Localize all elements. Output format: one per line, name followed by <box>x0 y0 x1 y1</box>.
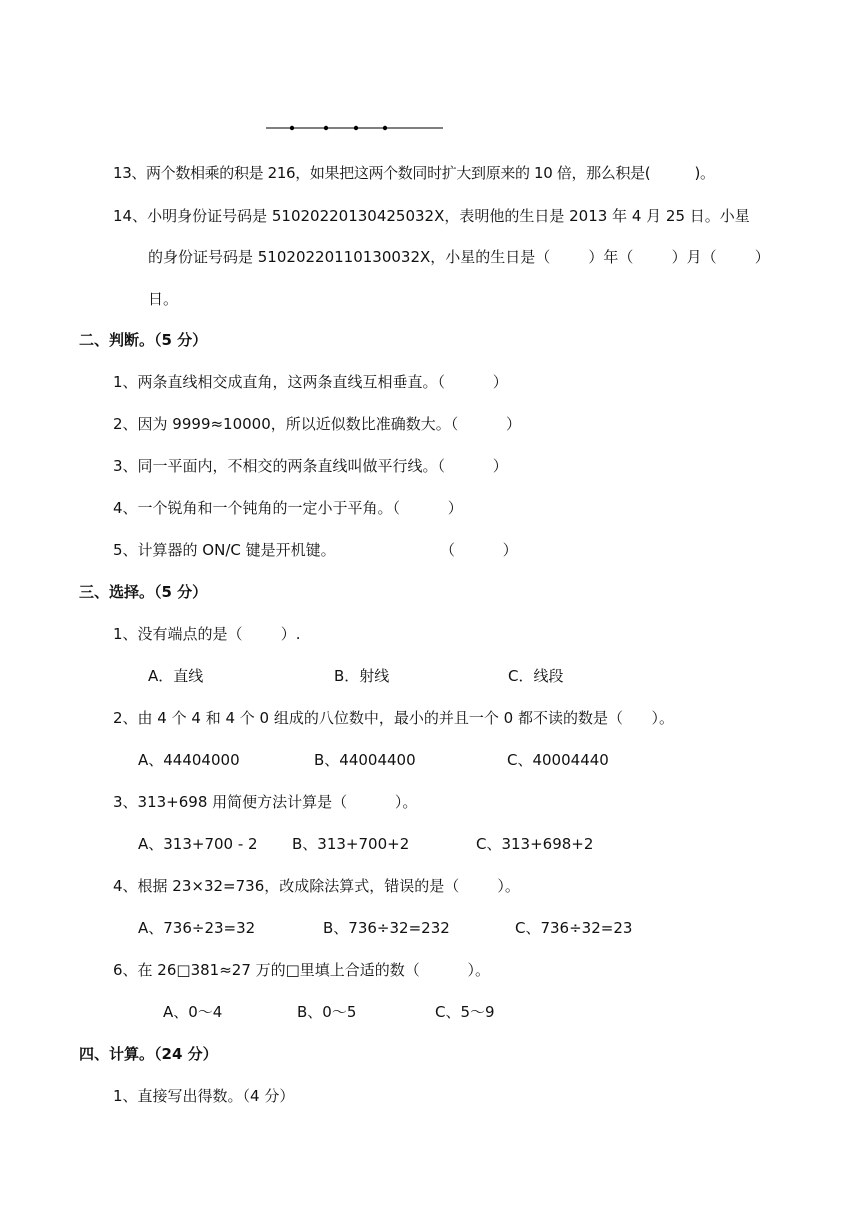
choice-1-option-b: B．射线 <box>334 667 390 685</box>
choice-question-3: 3、313+698 用简便方法计算是（ ）。 <box>113 793 418 811</box>
judgement-item-4: 4、一个锐角和一个钝角的一定小于平角。（ ） <box>113 499 463 517</box>
calc-item-1: 1、直接写出得数。（4 分） <box>113 1087 295 1105</box>
choice-1-option-a: A．直线 <box>148 667 204 685</box>
question-14-line-2: 的身份证号码是 51020220110130032X，小星的生日是（ ）年（ ）月（ ） <box>148 248 770 266</box>
question-14-line-1: 14、小明身份证号码是 51020220130425032X，表明他的生日是 2013 年 4 月 25 日。小星 <box>113 207 750 225</box>
judgement-item-5-blank: （ ） <box>440 541 518 559</box>
choice-4-option-a: A、736÷23=32 <box>138 919 256 937</box>
choice-4-option-b: B、736÷32=232 <box>323 919 450 937</box>
choice-3-option-a: A、313+700 - 2 <box>138 835 258 853</box>
header-separator <box>0 0 860 140</box>
separator-dot <box>290 126 294 130</box>
separator-dot <box>383 126 387 130</box>
choice-6-option-c: C、5～9 <box>435 1003 495 1021</box>
separator-dot <box>324 126 328 130</box>
judgement-item-2: 2、因为 9999≈10000，所以近似数比准确数大。（ ） <box>113 415 521 433</box>
choice-3-option-b: B、313+700+2 <box>292 835 410 853</box>
choice-2-option-a: A、44404000 <box>138 751 240 769</box>
question-13: 13、两个数相乘的积是 216，如果把这两个数同时扩大到原来的 10 倍，那么积是( )。 <box>113 164 715 182</box>
choice-3-option-c: C、313+698+2 <box>476 835 594 853</box>
choice-6-option-a: A、0～4 <box>163 1003 223 1021</box>
question-14-line-3: 日。 <box>148 290 179 308</box>
choice-2-option-b: B、44004400 <box>314 751 416 769</box>
separator-dot <box>354 126 358 130</box>
choice-question-4: 4、根据 23×32=736，改成除法算式，错误的是（ ）。 <box>113 877 520 895</box>
choice-question-1: 1、没有端点的是（ ）. <box>113 625 301 643</box>
choice-6-option-b: B、0～5 <box>297 1003 357 1021</box>
choice-question-2: 2、由 4 个 4 和 4 个 0 组成的八位数中，最小的并且一个 0 都不读的数是（ ）。 <box>113 709 675 727</box>
section-4-title: 四、计算。（24 分） <box>79 1045 218 1063</box>
choice-1-option-c: C．线段 <box>508 667 564 685</box>
section-3-title: 三、选择。（5 分） <box>79 583 208 601</box>
judgement-item-3: 3、同一平面内，不相交的两条直线叫做平行线。（ ） <box>113 457 508 475</box>
judgement-item-1: 1、两条直线相交成直角，这两条直线互相垂直。（ ） <box>113 373 508 391</box>
choice-question-6: 6、在 26□381≈27 万的□里填上合适的数（ ）。 <box>113 961 490 979</box>
judgement-item-5: 5、计算器的 ON/C 键是开机键。 <box>113 541 336 559</box>
choice-2-option-c: C、40004440 <box>507 751 609 769</box>
section-2-title: 二、判断。（5 分） <box>79 331 208 349</box>
choice-4-option-c: C、736÷32=23 <box>515 919 633 937</box>
